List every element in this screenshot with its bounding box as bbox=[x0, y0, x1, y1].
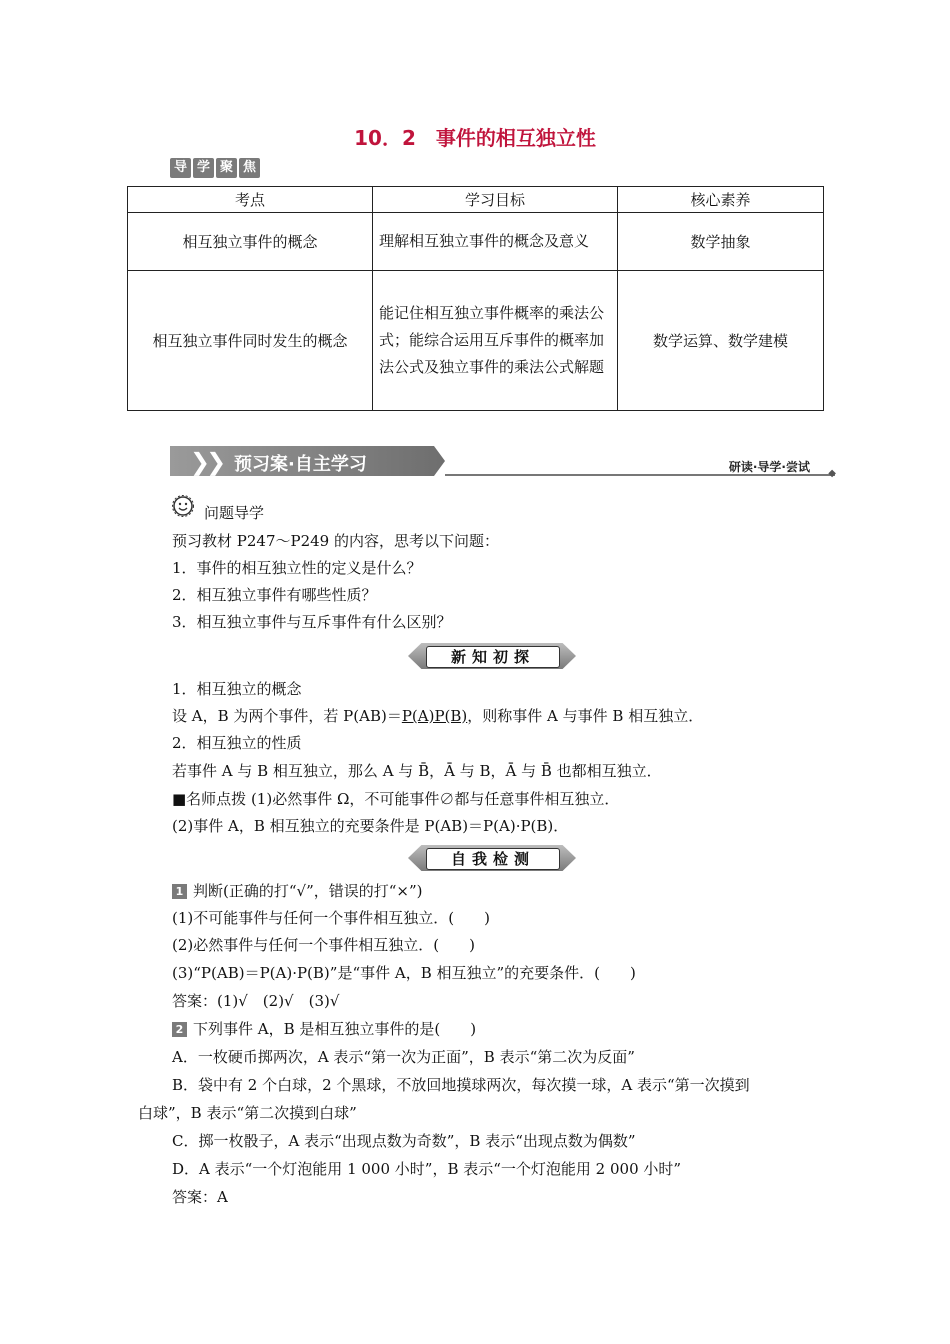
focus-tag-char: 学 bbox=[193, 158, 214, 178]
header-point: 考点 bbox=[128, 187, 373, 213]
exercise-stem: 下列事件 A，B 是相互独立事件的是( ) bbox=[193, 1020, 477, 1038]
section-banner bbox=[170, 446, 840, 478]
exercise-item: (1)不可能事件与任何一个事件相互独立．( ) bbox=[172, 909, 490, 927]
table-header-row bbox=[128, 187, 824, 213]
property-text: 若事件 A 与 B 相互独立，那么 A 与 B̄，Ā 与 B，Ā 与 B̄ 也都相互独立． bbox=[172, 762, 662, 780]
exercise-number: 2 bbox=[172, 1022, 187, 1037]
focus-tag bbox=[170, 158, 260, 178]
guide-question: 1．事件的相互独立性的定义是什么？ bbox=[172, 559, 422, 577]
exercise-item: (2)必然事件与任何一个事件相互独立．( ) bbox=[172, 936, 475, 954]
teacher-tip: (2)事件 A，B 相互独立的充要条件是 P(AB)＝P(A)·P(B)． bbox=[172, 817, 569, 835]
exercise-option: A．一枚硬币掷两次，A 表示“第一次为正面”，B 表示“第二次为反面” bbox=[172, 1048, 635, 1066]
cell-goal: 能记住相互独立事件概率的乘法公式；能综合运用互斥事件的概率加法公式及独立事件的乘法公式解题 bbox=[373, 271, 618, 411]
smiley-icon bbox=[172, 495, 194, 517]
guide-heading: 问题导学 bbox=[204, 504, 265, 522]
double-chevron-icon: ❯❯ bbox=[190, 448, 223, 476]
cell-point: 相互独立事件的概念 bbox=[128, 213, 373, 271]
banner-subtitle: 研读·导学·尝试 bbox=[728, 460, 810, 474]
learning-goals-table bbox=[127, 186, 824, 411]
section-self-check bbox=[408, 845, 576, 873]
cell-literacy: 数学抽象 bbox=[618, 213, 824, 271]
header-goal: 学习目标 bbox=[373, 187, 618, 213]
focus-tag-char: 焦 bbox=[239, 158, 260, 178]
definition-text: ，则称事件 A 与事件 B 相互独立． bbox=[467, 707, 704, 725]
header-literacy: 核心素养 bbox=[618, 187, 824, 213]
diamond-icon: ◆ bbox=[828, 468, 836, 479]
guide-intro: 预习教材 P247～P249 的内容，思考以下问题： bbox=[172, 532, 499, 550]
exercise-answer: 答案：(1)√ (2)√ (3)√ bbox=[172, 992, 340, 1010]
cell-goal: 理解相互独立事件的概念及意义 bbox=[373, 213, 618, 271]
focus-tag-char: 导 bbox=[170, 158, 191, 178]
exercise-option-continued: 白球”，B 表示“第二次摸到白球” bbox=[138, 1104, 357, 1122]
table-row bbox=[128, 213, 824, 271]
exercise-2 bbox=[172, 1018, 476, 1039]
exercise-item: (3)“P(AB)＝P(A)·P(B)”是“事件 A，B 相互独立”的充要条件．( ) bbox=[172, 964, 636, 982]
focus-tag-char: 聚 bbox=[216, 158, 237, 178]
teacher-tip: ■名师点拨 (1)必然事件 Ω，不可能事件∅都与任意事件相互独立． bbox=[172, 790, 620, 808]
definition-line bbox=[172, 705, 703, 726]
exercise-option: C．掷一枚骰子，A 表示“出现点数为奇数”，B 表示“出现点数为偶数” bbox=[172, 1132, 636, 1150]
cell-point: 相互独立事件同时发生的概念 bbox=[128, 271, 373, 411]
section-new-knowledge bbox=[408, 643, 576, 671]
knowledge-heading: 2．相互独立的性质 bbox=[172, 734, 302, 752]
pill-label: 自我检测 bbox=[426, 848, 560, 870]
exercise-1 bbox=[172, 880, 423, 901]
exercise-option: B．袋中有 2 个白球，2 个黑球，不放回地摸球两次，每次摸一球，A 表示“第一次摸到 bbox=[172, 1076, 750, 1094]
exercise-option: D．A 表示“一个灯泡能用 1 000 小时”，B 表示“一个灯泡能用 2 000 小时” bbox=[172, 1160, 682, 1178]
page-title: 10．2 事件的相互独立性 bbox=[354, 126, 596, 150]
exercise-answer: 答案：A bbox=[172, 1188, 228, 1206]
guide-question: 3．相互独立事件与互斥事件有什么区别？ bbox=[172, 613, 452, 631]
definition-answer: P(A)P(B) bbox=[401, 707, 468, 725]
exercise-number: 1 bbox=[172, 884, 187, 899]
cell-literacy: 数学运算、数学建模 bbox=[618, 271, 824, 411]
guide-question: 2．相互独立事件有哪些性质？ bbox=[172, 586, 377, 604]
table-row bbox=[128, 271, 824, 411]
definition-text: 设 A，B 为两个事件，若 P(AB)＝ bbox=[172, 707, 402, 725]
exercise-stem: 判断(正确的打“√”，错误的打“×”) bbox=[193, 882, 423, 900]
knowledge-heading: 1．相互独立的概念 bbox=[172, 680, 302, 698]
pill-label: 新知初探 bbox=[426, 646, 560, 668]
banner-title: 预习案·自主学习 bbox=[234, 454, 367, 475]
